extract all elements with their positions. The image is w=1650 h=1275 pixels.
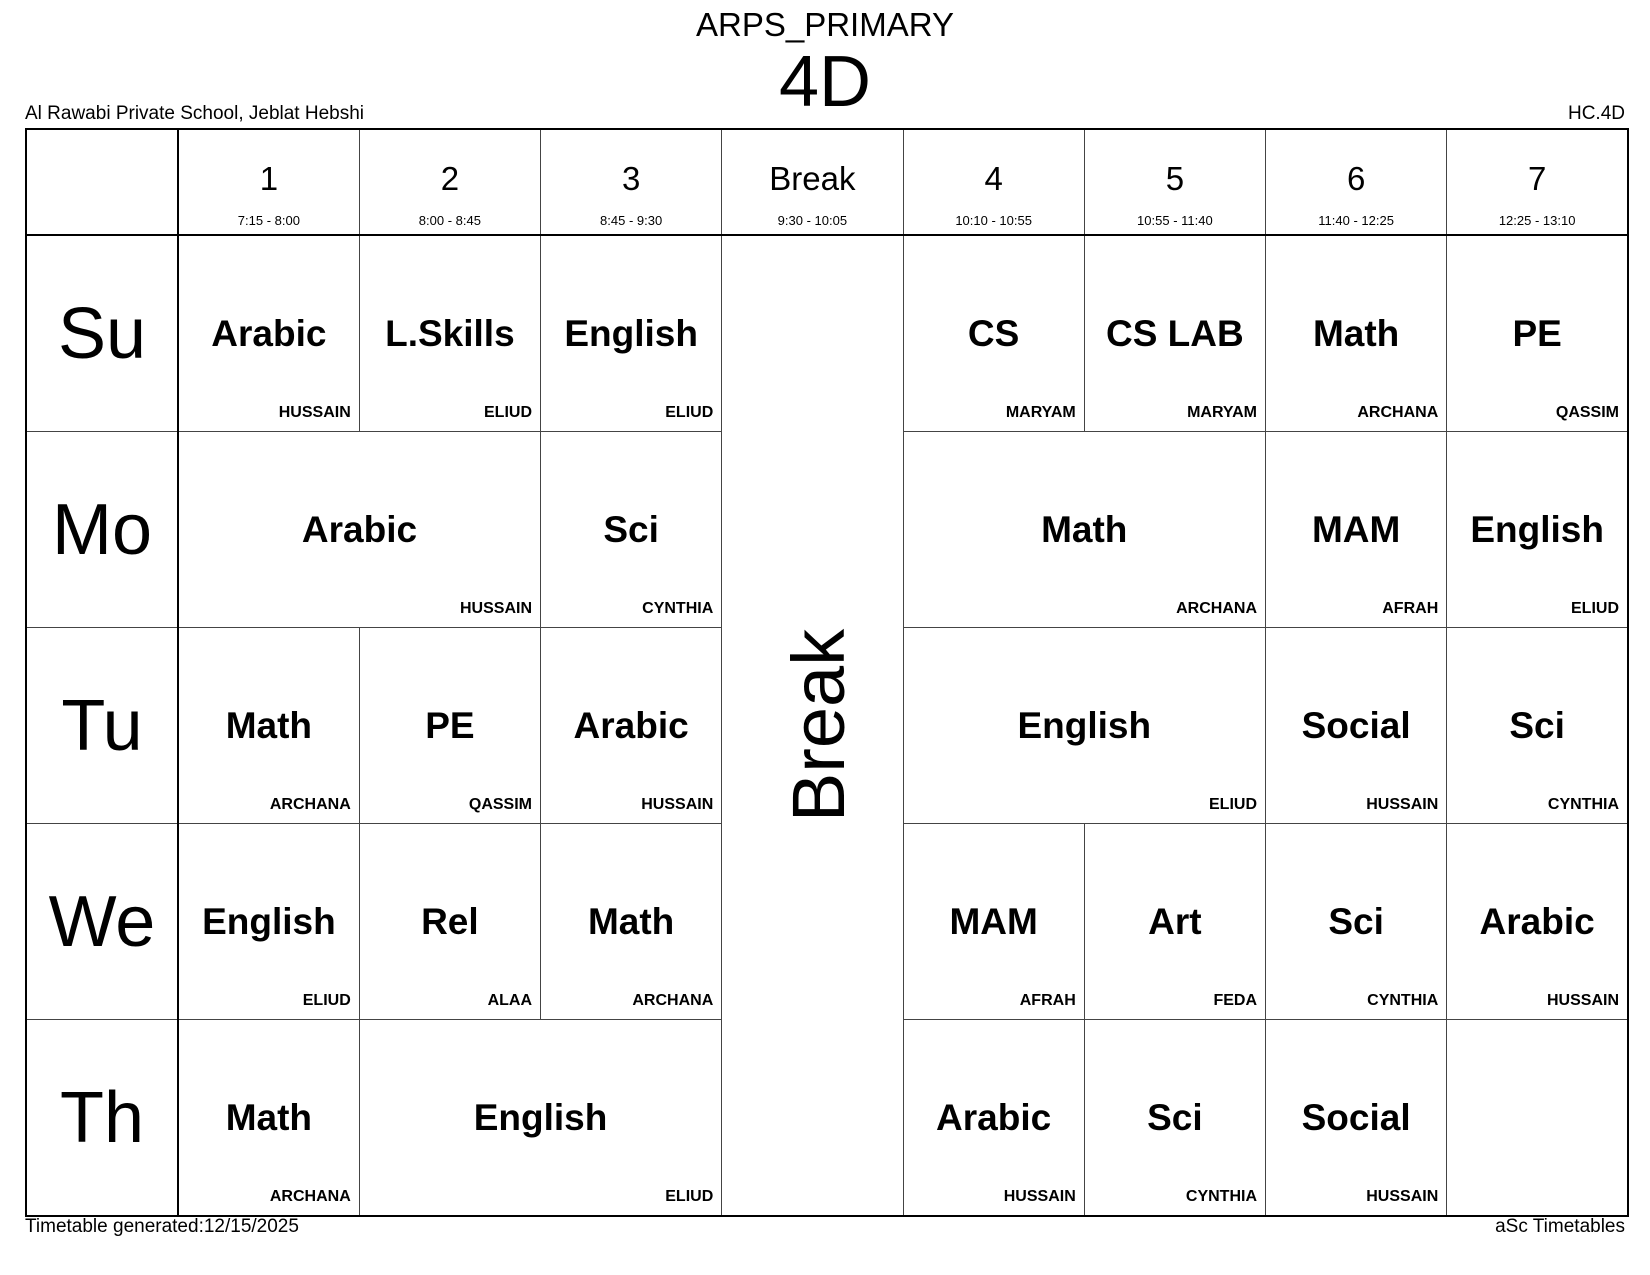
period-number: Break: [769, 160, 856, 197]
lesson-cell: [903, 1020, 1084, 1217]
lesson-cell: [541, 235, 722, 432]
lesson-teacher: ELIUD: [302, 992, 351, 1009]
lesson-teacher: ARCHANA: [1357, 404, 1439, 421]
lesson-teacher: CYNTHIA: [1367, 992, 1439, 1009]
lesson-subject: Sci: [1328, 900, 1384, 942]
lesson-subject: Sci: [603, 508, 659, 550]
day-label: [26, 432, 178, 628]
lesson-cell: [1447, 432, 1628, 628]
lesson-cell: [359, 628, 540, 824]
lesson-subject: MAM: [1311, 508, 1401, 550]
lesson-cell: [1266, 628, 1447, 824]
timetable-grid: [25, 128, 1629, 1217]
lesson-subject: Social: [1301, 1096, 1411, 1138]
break-label: Break: [777, 628, 861, 823]
lesson-cell: [541, 628, 722, 824]
period-time: 10:55 - 11:40: [1137, 213, 1213, 228]
lesson-subject: English: [473, 1096, 608, 1138]
generated-date: Timetable generated:12/15/2025: [25, 1216, 299, 1237]
lesson-teacher: ARCHANA: [632, 992, 714, 1009]
day-name: Th: [59, 1077, 145, 1158]
lesson-teacher: MARYAM: [1187, 404, 1257, 421]
lesson-teacher: HUSSAIN: [1546, 992, 1619, 1009]
lesson-teacher: ELIUD: [665, 1188, 714, 1205]
lesson-cell: [541, 824, 722, 1020]
lesson-subject: Math: [587, 900, 675, 942]
lesson-cell: [1447, 235, 1628, 432]
lesson-subject: English: [564, 312, 698, 354]
lesson-teacher: CYNTHIA: [1185, 1188, 1257, 1205]
lesson-cell: [1266, 235, 1447, 432]
lesson-teacher: ARCHANA: [1176, 600, 1257, 617]
lesson-subject: Social: [1301, 704, 1411, 746]
day-name: Tu: [61, 685, 143, 766]
lesson-subject: Arabic: [301, 508, 418, 550]
lesson-teacher: AFRAH: [1382, 600, 1439, 617]
lesson-cell: [541, 432, 722, 628]
lesson-cell: [178, 628, 359, 824]
lesson-subject: PE: [1512, 312, 1562, 354]
lesson-teacher: HUSSAIN: [641, 796, 714, 813]
period-time: 7:15 - 8:00: [237, 213, 300, 228]
lesson-teacher: HUSSAIN: [1366, 1188, 1439, 1205]
lesson-cell: [1084, 824, 1265, 1020]
corner-cell: [26, 129, 178, 235]
period-header-row: [26, 129, 1628, 235]
break-header: [722, 129, 903, 235]
lesson-subject: CS LAB: [1106, 312, 1244, 354]
lesson-subject: English: [1470, 508, 1604, 550]
lesson-teacher: ALAA: [487, 992, 532, 1009]
lesson-cell: [178, 1020, 359, 1217]
period-time: 9:30 - 10:05: [777, 213, 848, 228]
lesson-cell: [903, 235, 1084, 432]
day-row-sunday: [26, 235, 1628, 432]
period-header: [541, 129, 722, 235]
period-header: [178, 129, 359, 235]
day-name: Su: [57, 293, 147, 374]
day-name: We: [48, 881, 156, 962]
lesson-subject: Arabic: [936, 1096, 1052, 1138]
day-name: Mo: [51, 489, 153, 570]
lesson-cell: [903, 628, 1266, 824]
period-number: 5: [1165, 160, 1185, 197]
lesson-teacher: ARCHANA: [269, 1188, 351, 1205]
lesson-subject: Arabic: [211, 312, 327, 354]
period-time: 12:25 - 13:10: [1498, 213, 1576, 228]
class-code: HC.4D: [1567, 103, 1625, 124]
school-name: Al Rawabi Private School, Jeblat Hebshi: [25, 103, 365, 124]
lesson-teacher: ELIUD: [484, 404, 532, 421]
lesson-cell: [178, 235, 359, 432]
day-label: [26, 628, 178, 824]
empty-cell: [1447, 1020, 1628, 1217]
lesson-cell: [359, 824, 540, 1020]
timetable-title: ARPS_PRIMARY: [696, 6, 954, 43]
lesson-subject: L.Skills: [385, 312, 515, 354]
lesson-subject: Sci: [1147, 1096, 1203, 1138]
lesson-subject: MAM: [949, 900, 1038, 942]
lesson-cell: [1266, 1020, 1447, 1217]
lesson-cell: [178, 824, 359, 1020]
lesson-subject: Sci: [1509, 704, 1565, 746]
lesson-cell: [1266, 824, 1447, 1020]
period-number: 4: [984, 160, 1003, 197]
period-header: [903, 129, 1084, 235]
lesson-cell: [903, 824, 1084, 1020]
lesson-cell: [1084, 235, 1265, 432]
lesson-teacher: HUSSAIN: [459, 600, 532, 617]
period-number: 7: [1527, 160, 1547, 197]
period-header: [1447, 129, 1628, 235]
lesson-cell: [1447, 628, 1628, 824]
lesson-teacher: HUSSAIN: [278, 404, 351, 421]
lesson-teacher: ARCHANA: [269, 796, 351, 813]
period-number: 3: [621, 160, 641, 197]
lesson-subject: English: [1017, 704, 1152, 746]
lesson-teacher: ELIUD: [1209, 796, 1257, 813]
period-time: 8:45 - 9:30: [600, 213, 663, 228]
lesson-cell: [359, 1020, 722, 1217]
lesson-teacher: HUSSAIN: [1003, 1188, 1076, 1205]
lesson-subject: CS: [967, 312, 1020, 354]
lesson-teacher: ELIUD: [1571, 600, 1619, 617]
lesson-cell: [1084, 1020, 1265, 1217]
class-name: 4D: [778, 42, 872, 122]
lesson-subject: PE: [425, 704, 475, 746]
lesson-subject: Arabic: [1479, 900, 1595, 942]
lesson-cell: [1447, 824, 1628, 1020]
lesson-subject: Arabic: [573, 704, 689, 746]
lesson-teacher: FEDA: [1213, 992, 1257, 1009]
break-column: [722, 235, 903, 1216]
day-label: [26, 1020, 178, 1217]
lesson-teacher: CYNTHIA: [1547, 796, 1619, 813]
lesson-subject: Art: [1148, 900, 1202, 942]
lesson-subject: Math: [1312, 312, 1400, 354]
lesson-subject: Math: [225, 1096, 313, 1138]
lesson-teacher: CYNTHIA: [642, 600, 714, 617]
lesson-teacher: HUSSAIN: [1366, 796, 1439, 813]
day-label: [26, 824, 178, 1020]
lesson-cell: [178, 432, 541, 628]
lesson-subject: English: [202, 900, 336, 942]
brand-label: aSc Timetables: [1495, 1216, 1625, 1237]
lesson-teacher: ELIUD: [665, 404, 714, 421]
period-header: [1084, 129, 1265, 235]
lesson-cell: [1266, 432, 1447, 628]
period-time: 11:40 - 12:25: [1318, 213, 1394, 228]
period-time: 10:10 - 10:55: [955, 213, 1032, 228]
lesson-teacher: MARYAM: [1005, 404, 1076, 421]
period-number: 6: [1346, 160, 1366, 197]
lesson-teacher: QASSIM: [468, 796, 532, 813]
period-header: [1266, 129, 1447, 235]
period-header: [359, 129, 540, 235]
lesson-cell: [903, 432, 1266, 628]
lesson-subject: Math: [225, 704, 313, 746]
lesson-teacher: AFRAH: [1019, 992, 1076, 1009]
period-number: 1: [259, 160, 279, 197]
lesson-subject: Rel: [421, 900, 479, 942]
period-number: 2: [440, 160, 460, 197]
lesson-subject: Math: [1041, 508, 1128, 550]
period-time: 8:00 - 8:45: [418, 213, 481, 228]
lesson-teacher: QASSIM: [1555, 404, 1619, 421]
day-label: [26, 235, 178, 432]
lesson-cell: [359, 235, 540, 432]
